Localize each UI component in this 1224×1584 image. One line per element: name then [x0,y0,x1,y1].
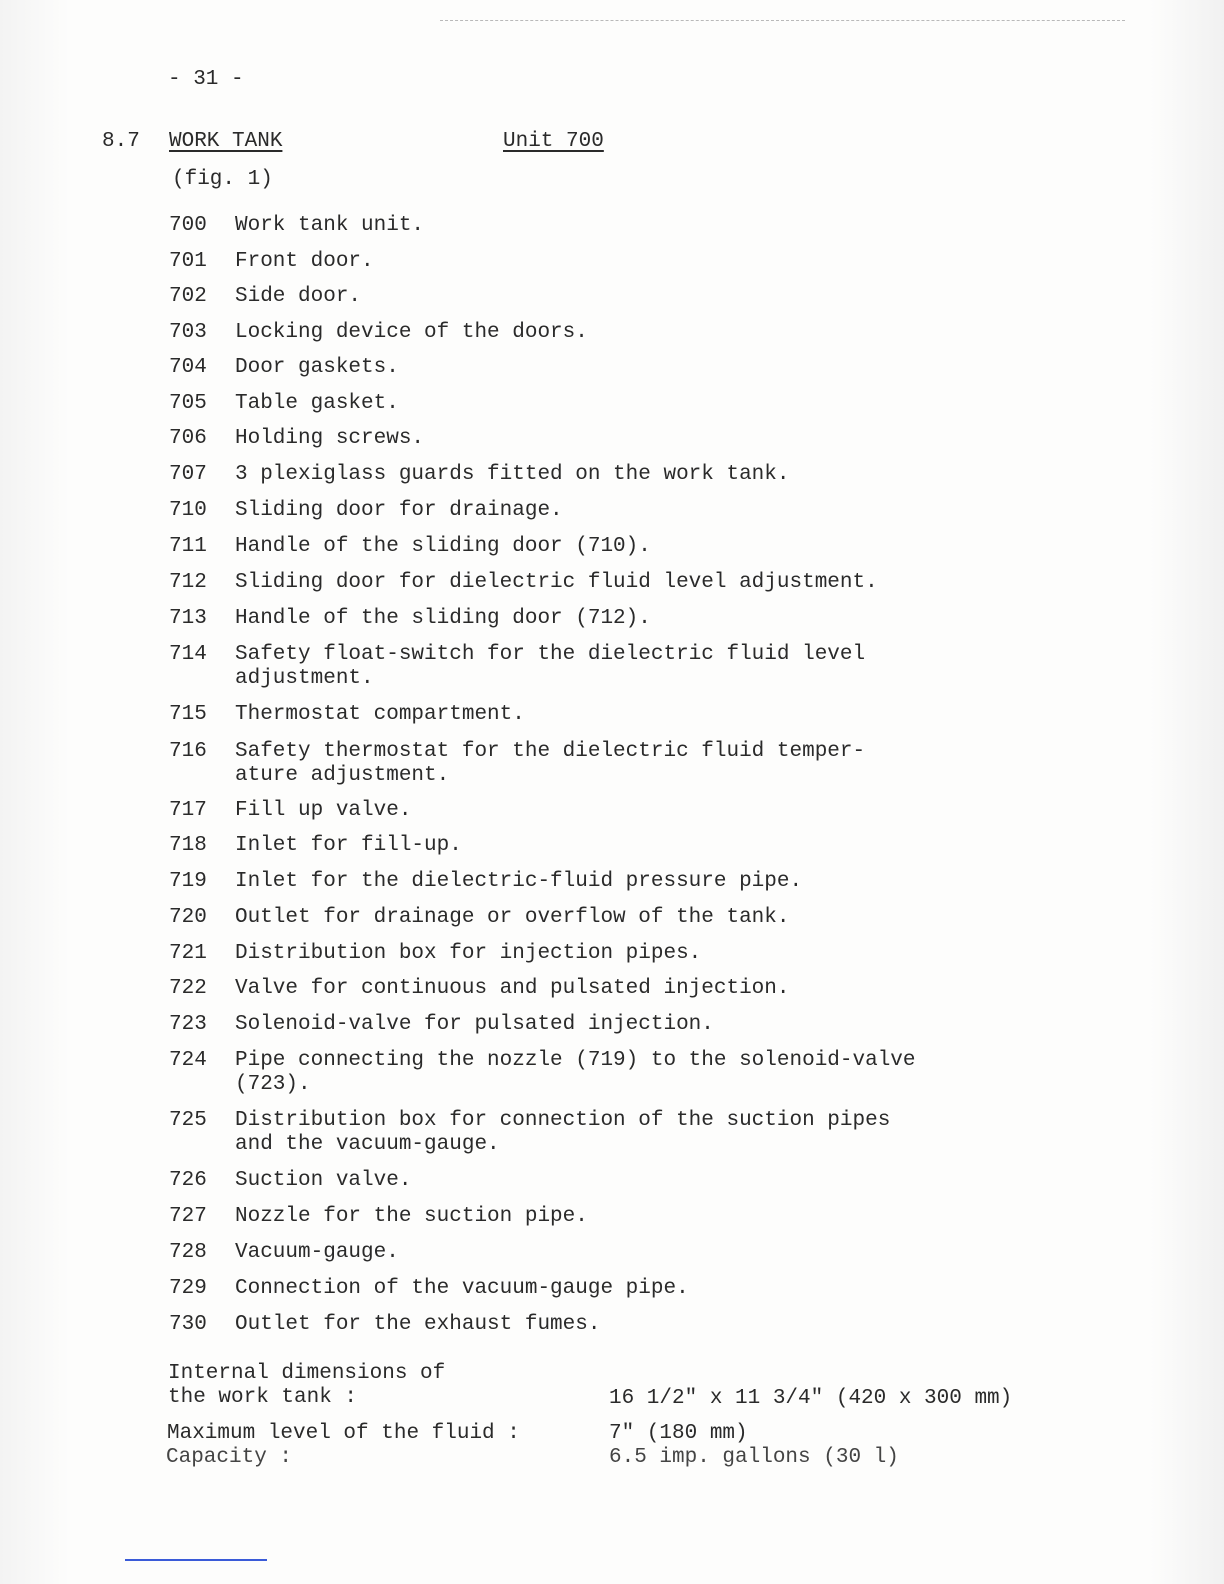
item-description: Work tank unit. [235,214,425,237]
item-code: 703 [169,321,207,344]
item-description: Thermostat compartment. [235,703,525,726]
item-code: 711 [169,535,207,558]
item-description: Side door. [235,285,362,308]
item-description: Suction valve. [235,1169,412,1192]
item-description: Solenoid-valve for pulsated injection. [235,1013,714,1036]
item-code: 701 [169,250,207,273]
item-code: 724 [169,1049,207,1072]
item-description: 3 plexiglass guards fitted on the work tank. [235,463,790,486]
unit-label: Unit 700 [503,130,604,153]
max-level-value: 7" (180 mm) [609,1422,748,1445]
item-description: Pipe connecting the nozzle (719) to the solenoid-valve (723). [235,1049,916,1096]
item-description: Door gaskets. [235,356,399,379]
item-code: 718 [169,834,207,857]
blue-underline-mark [125,1559,267,1561]
item-code: 728 [169,1241,207,1264]
item-description: Handle of the sliding door (712). [235,607,651,630]
item-description: Vacuum-gauge. [235,1241,399,1264]
top-scan-line [440,20,1125,21]
capacity-value: 6.5 imp. gallons (30 l) [609,1446,899,1469]
item-code: 710 [169,499,207,522]
item-description: Nozzle for the suction pipe. [235,1205,588,1228]
item-code: 717 [169,799,207,822]
item-description: Safety float-switch for the dielectric fluid level adjustment. [235,643,866,690]
item-description: Table gasket. [235,392,399,415]
internal-dimensions-label: Internal dimensions of the work tank : [168,1362,446,1409]
item-code: 723 [169,1013,207,1036]
internal-dimensions-value: 16 1/2" x 11 3/4" (420 x 300 mm) [609,1387,1013,1410]
item-description: Inlet for fill-up. [235,834,462,857]
item-description: Sliding door for drainage. [235,499,563,522]
scan-left-shadow [0,0,70,1584]
item-code: 722 [169,977,207,1000]
section-number: 8.7 [102,130,140,153]
item-description: Outlet for the exhaust fumes. [235,1313,601,1336]
item-code: 716 [169,740,207,763]
item-description: Safety thermostat for the dielectric fluid temper- ature adjustment. [235,740,866,787]
capacity-row-cut-off [166,1446,1046,1469]
item-code: 704 [169,356,207,379]
item-code: 713 [169,607,207,630]
item-code: 707 [169,463,207,486]
item-description: Valve for continuous and pulsated injection. [235,977,790,1000]
item-code: 725 [169,1109,207,1132]
item-description: Inlet for the dielectric-fluid pressure pipe. [235,870,803,893]
section-title: WORK TANK [169,130,283,153]
item-code: 712 [169,571,207,594]
item-description: Front door. [235,250,374,273]
figure-reference: (fig. 1) [172,168,273,191]
item-description: Holding screws. [235,427,425,450]
item-code: 715 [169,703,207,726]
item-code: 719 [169,870,207,893]
item-code: 729 [169,1277,207,1300]
max-level-label: Maximum level of the fluid : [167,1422,520,1445]
item-description: Locking device of the doors. [235,321,588,344]
item-code: 700 [169,214,207,237]
page-number: - 31 - [168,68,244,91]
item-code: 726 [169,1169,207,1192]
item-code: 730 [169,1313,207,1336]
scan-right-edge [1150,0,1224,1584]
item-code: 727 [169,1205,207,1228]
item-code: 714 [169,643,207,666]
item-code: 721 [169,942,207,965]
item-code: 720 [169,906,207,929]
item-code: 705 [169,392,207,415]
item-description: Sliding door for dielectric fluid level adjustment. [235,571,878,594]
item-code: 702 [169,285,207,308]
item-code: 706 [169,427,207,450]
item-description: Outlet for drainage or overflow of the tank. [235,906,790,929]
capacity-label: Capacity : [166,1446,293,1469]
item-description: Distribution box for injection pipes. [235,942,702,965]
item-description: Connection of the vacuum-gauge pipe. [235,1277,689,1300]
item-description: Fill up valve. [235,799,412,822]
item-description: Distribution box for connection of the suction pipes and the vacuum-gauge. [235,1109,891,1156]
item-description: Handle of the sliding door (710). [235,535,651,558]
